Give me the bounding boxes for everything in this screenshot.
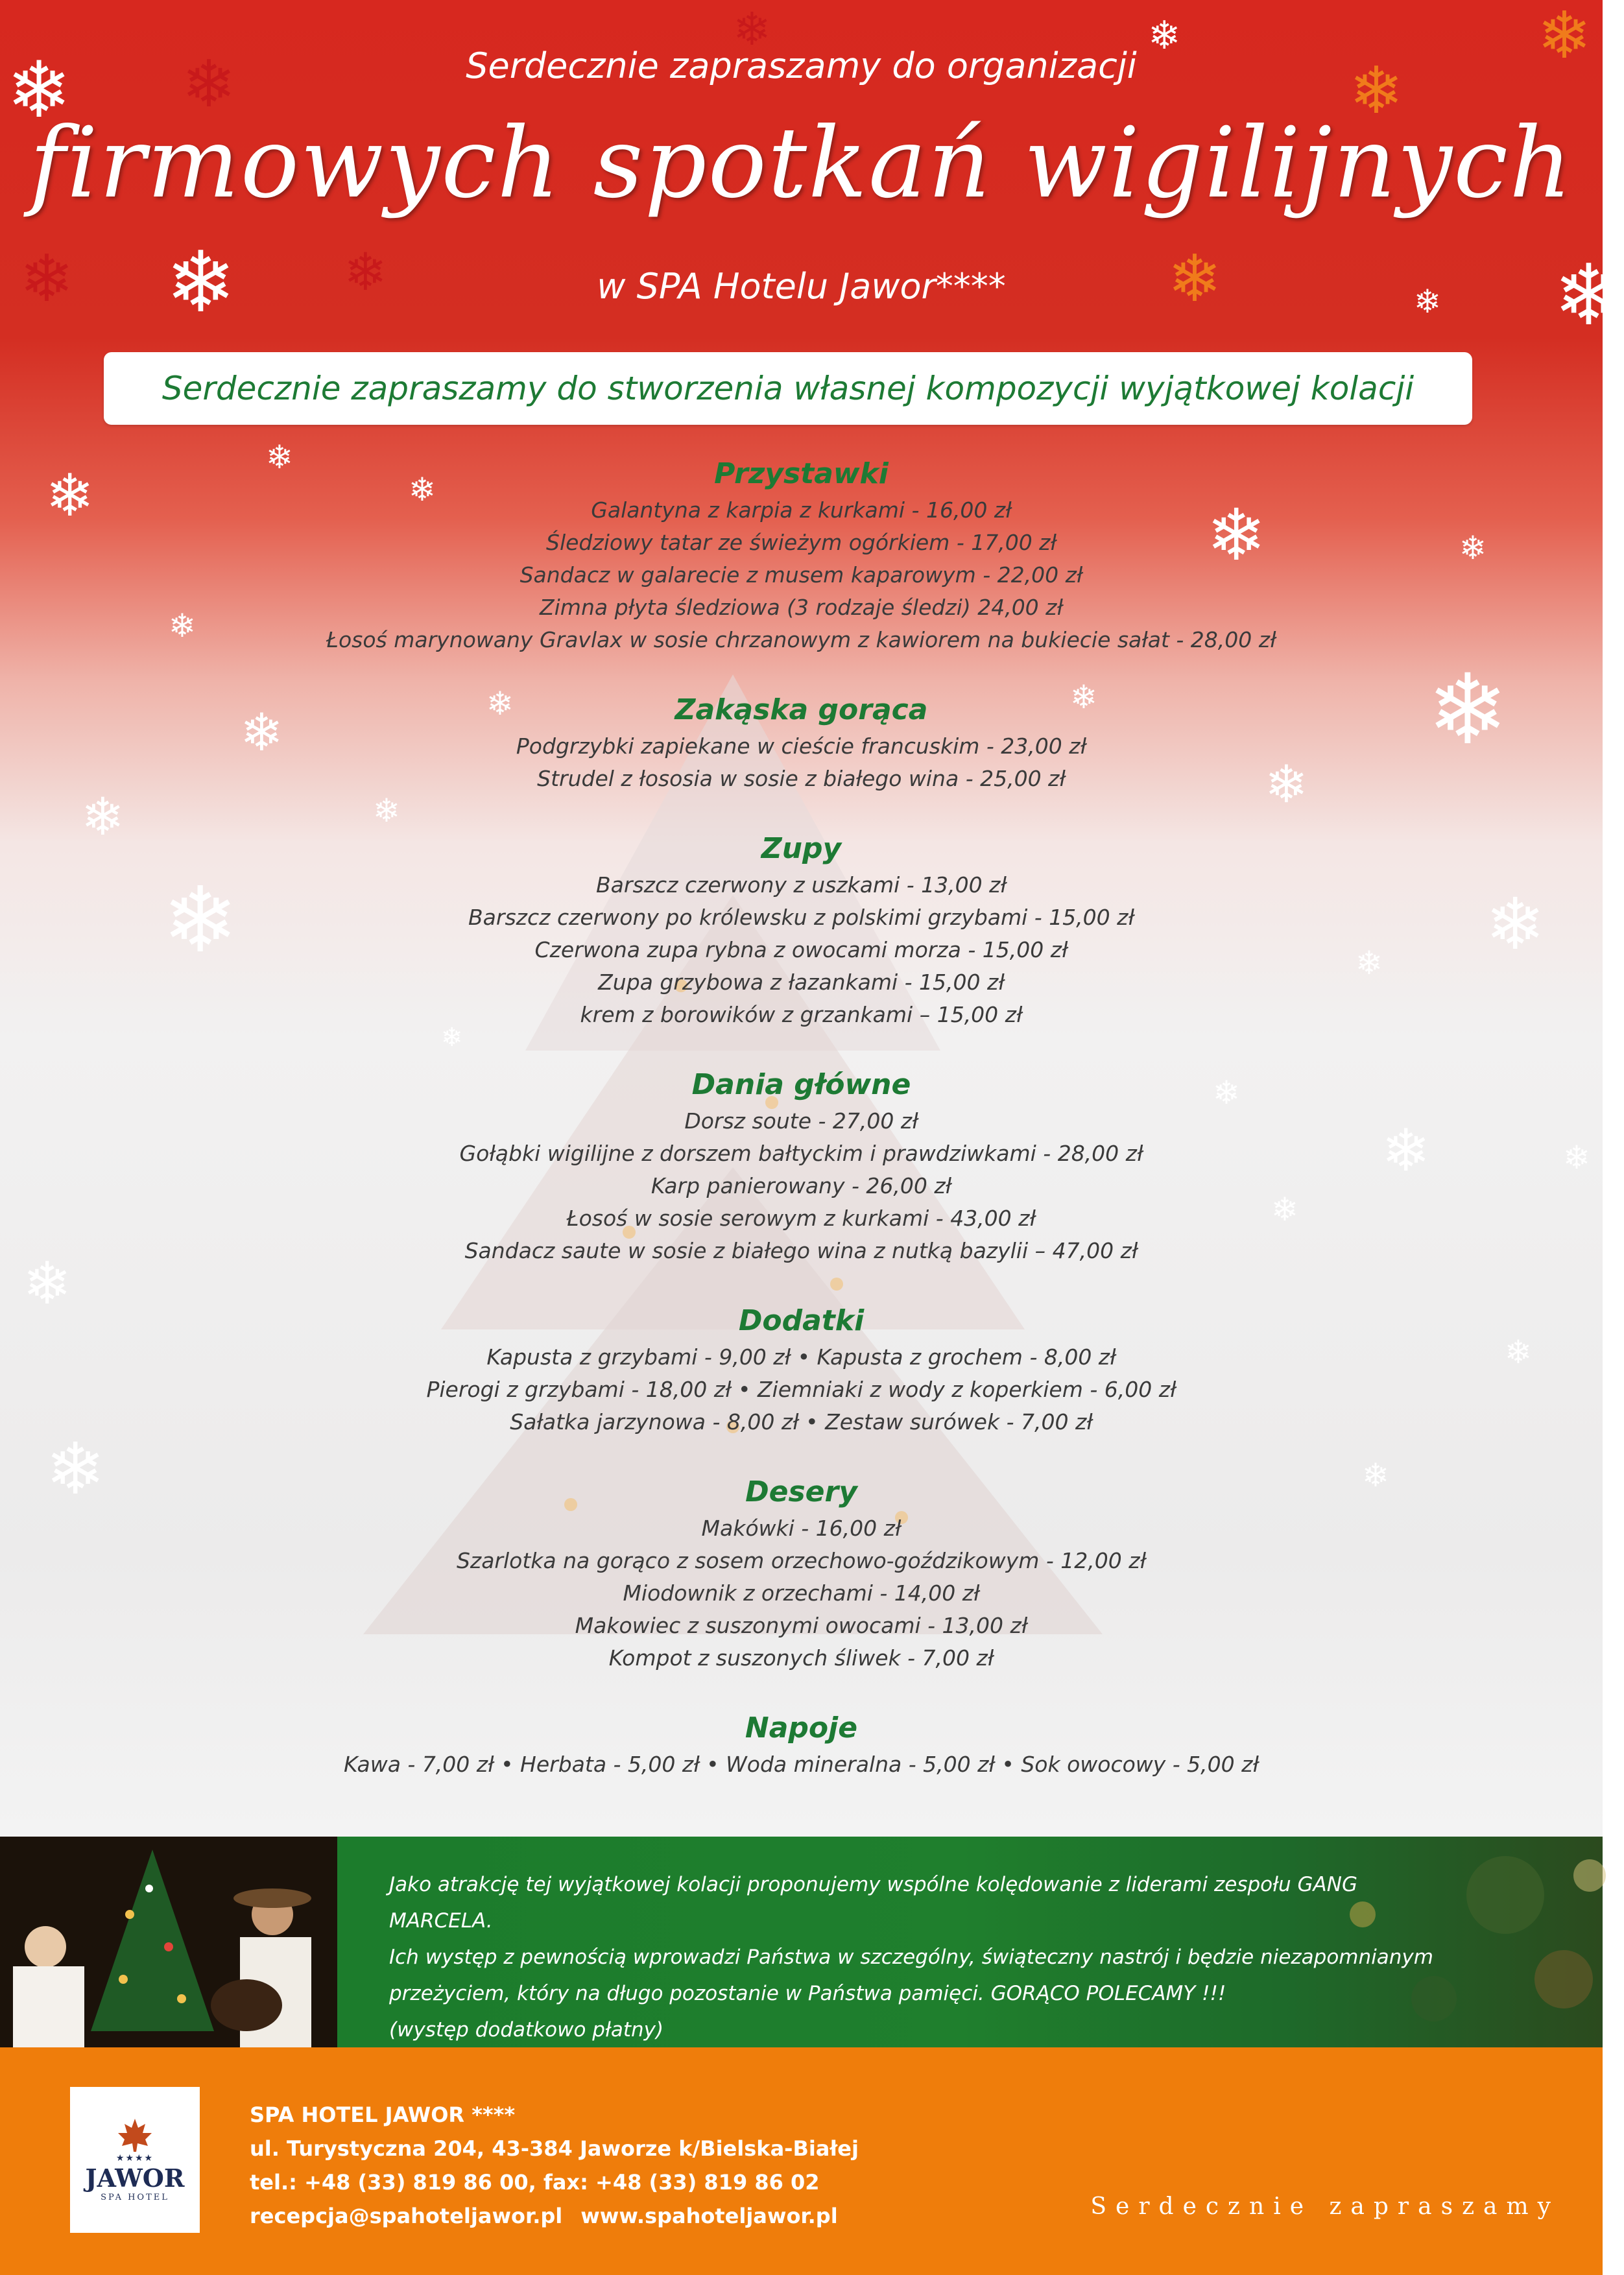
menu-item: Szarlotka na gorąco z sosem orzechowo-goździkowym - 12,00 zł [456,1548,1147,1573]
contact-links [250,2199,859,2233]
snowflake-icon: ❄ [1553,246,1624,344]
menu-item: Łosoś marynowany Gravlax w sosie chrzanowym z kawiorem na bukiecie sałat - 28,00 zł [326,627,1276,652]
carolers-photo [0,1837,337,2047]
menu-item: Galantyna z karpia z kurkami - 16,00 zł [591,497,1012,523]
attraction-line: Jako atrakcję tej wyjątkowej kolacji proponujemy wspólne kolędowanie z liderami zespołu GANG MARCELA. [389,1873,1357,1933]
snowflake-icon: ❄ [45,462,95,530]
phone-fax: tel.: +48 (33) 819 86 00, fax: +48 (33) 819 86 02 [250,2170,820,2195]
menu-item: Czerwona zupa rybna z owocami morza - 15,00 zł [534,937,1068,962]
snowflake-icon: ❄ [1414,283,1441,320]
snowflake-icon: ❄ [6,45,72,136]
attraction-line: (występ dodatkowo płatny) [389,2018,664,2042]
menu-item: Zimna płyta śledziowa (3 rodzaje śledzi) 24,00 zł [540,595,1063,620]
menu-item: Miodownik z orzechami - 14,00 zł [623,1580,980,1606]
menu-item: Dorsz soute - 27,00 zł [684,1108,918,1134]
snowflake-icon: ❄ [165,233,236,331]
snowflake-icon: ❄ [266,438,293,476]
menu-item: Makówki - 16,00 zł [701,1516,902,1541]
snowflake-icon: ❄ [409,471,436,508]
menu-item: Gołąbki wigilijne z dorszem bałtyckim i prawdziwkami - 28,00 zł [459,1141,1143,1166]
menu-section-zakaska-goraca [0,690,1603,795]
logo-stars: ★★★★ [115,2153,154,2163]
menu-item: Łosoś w sosie serowym z kurkami - 43,00 zł [567,1206,1036,1231]
snowflake-icon: ❄ [182,46,236,122]
snowflake-icon: ❄ [1427,654,1509,767]
snowflake-icon: ❄ [1505,1333,1532,1371]
menu-item: Karp panierowany - 26,00 zł [651,1173,952,1198]
logo-subtitle: SPA HOTEL [101,2193,169,2202]
snowflake-icon: ❄ [486,685,514,722]
snowflake-icon: ❄ [1537,0,1592,73]
menu [0,454,1603,1815]
section-title: Dania główne [691,1068,911,1101]
menu-section-napoje [0,1708,1603,1781]
snowflake-icon: ❄ [1459,529,1487,567]
section-title: Zupy [761,832,842,865]
menu-item: Sałatka jarzynowa - 8,00 zł • Zestaw surówek - 7,00 zł [510,1409,1093,1435]
snowflake-icon: ❄ [373,792,400,829]
snowflake-icon: ❄ [1213,1074,1240,1112]
snowflake-icon: ❄ [1206,494,1267,577]
menu-item: Pierogi z grzybami - 18,00 zł • Ziemniaki z wody z koperkiem - 6,00 zł [426,1377,1176,1402]
snowflake-icon: ❄ [1485,883,1546,966]
snowflake-icon: ❄ [1271,1191,1298,1228]
banner-text: Serdecznie zapraszamy do stworzenia własnej kompozycji wyjątkowej kolacji [161,370,1415,407]
snowflake-icon: ❄ [19,241,74,316]
snowflake-icon: ❄ [162,868,239,973]
menu-section-desery [0,1472,1603,1674]
snowflake-icon: ❄ [240,702,284,763]
logo-name: JAWOR [85,2163,185,2193]
menu-item: Makowiec z suszonymi owocami - 13,00 zł [575,1613,1028,1638]
menu-item: Kapusta z grzybami - 9,00 zł • Kapusta z grochem - 8,00 zł [486,1344,1116,1370]
section-title: Desery [745,1475,857,1508]
website-link[interactable]: www.spahoteljawor.pl [580,2204,838,2228]
snowflake-icon: ❄ [169,607,196,645]
snowflake-icon: ❄ [1563,1139,1590,1176]
snowflake-icon: ❄ [441,1023,463,1053]
menu-item: Sandacz w galarecie z musem kaparowym - 22,00 zł [519,562,1083,588]
intro-line: Serdecznie zapraszamy do organizacji [466,45,1137,86]
menu-item: Kompot z suszonych śliwek - 7,00 zł [608,1645,994,1671]
snowflake-icon: ❄ [344,242,388,302]
menu-item: Kawa - 7,00 zł • Herbata - 5,00 zł • Woda mineralna - 5,00 zł • Sok owocowy - 5,00 zł [344,1752,1259,1777]
attraction-line: przeżyciem, który na długo pozostanie w Państwa pamięci. GORĄCO POLECAMY !!! [389,1982,1226,2005]
snowflake-icon: ❄ [733,3,771,56]
hotel-name: SPA HOTEL JAWOR **** [250,2102,516,2127]
snowflake-icon: ❄ [1381,1117,1431,1185]
menu-section-dodatki [0,1301,1603,1438]
section-title: Napoje [745,1711,858,1745]
signoff: Serdecznie zapraszamy [1090,2193,1560,2220]
section-title: Zakąska gorąca [675,693,928,726]
attraction-description [389,1866,1453,2048]
snowflake-icon: ❄ [81,787,125,847]
section-title: Dodatki [738,1304,865,1337]
menu-item: Podgrzybki zapiekane w cieście francuskim - 23,00 zł [516,733,1087,759]
snowflake-icon: ❄ [1265,754,1309,815]
page-title: firmowych spotkań wigilijnych [29,107,1573,220]
menu-item: krem z borowików z grzankami – 15,00 zł [580,1002,1023,1027]
snowflake-icon: ❄ [1070,678,1097,716]
contact-block [250,2098,859,2233]
menu-item: Barszcz czerwony z uszkami - 13,00 zł [596,872,1007,898]
menu-item: Sandacz saute w sosie z białego wina z nutką bazylii – 47,00 zł [464,1238,1138,1263]
section-title: Przystawki [714,457,889,490]
maple-leaf-icon [115,2117,154,2153]
menu-item: Zupa grzybowa z łazankami - 15,00 zł [598,970,1005,995]
subheading: w SPA Hotelu Jawor**** [597,266,1006,307]
snowflake-icon: ❄ [1167,241,1222,316]
menu-section-przystawki [0,454,1603,656]
snowflake-icon: ❄ [1355,944,1383,982]
address: ul. Turystyczna 204, 43-384 Jaworze k/Bielska-Białej [250,2136,859,2161]
email-link[interactable]: recepcja@spahoteljawor.pl [250,2204,563,2228]
menu-item: Strudel z łososia w sosie z białego wina - 25,00 zł [537,766,1066,791]
snowflake-icon: ❄ [1349,53,1403,128]
snowflake-icon: ❄ [1148,13,1181,58]
snowflake-icon: ❄ [1362,1457,1389,1494]
menu-item: Barszcz czerwony po królewsku z polskimi grzybami - 15,00 zł [468,905,1134,930]
menu-section-zupy [0,829,1603,1031]
menu-item: Śledziowy tatar ze świeżym ogórkiem - 17,00 zł [546,530,1057,555]
hotel-logo [70,2087,200,2233]
invitation-banner [104,352,1472,425]
snowflake-icon: ❄ [23,1250,72,1318]
menu-section-dania-glowne [0,1065,1603,1267]
snowflake-icon: ❄ [45,1427,106,1510]
attraction-line: Ich występ z pewnością wprowadzi Państwa w szczególny, świąteczny nastrój i będzie niezapomnianym [389,1946,1433,1969]
